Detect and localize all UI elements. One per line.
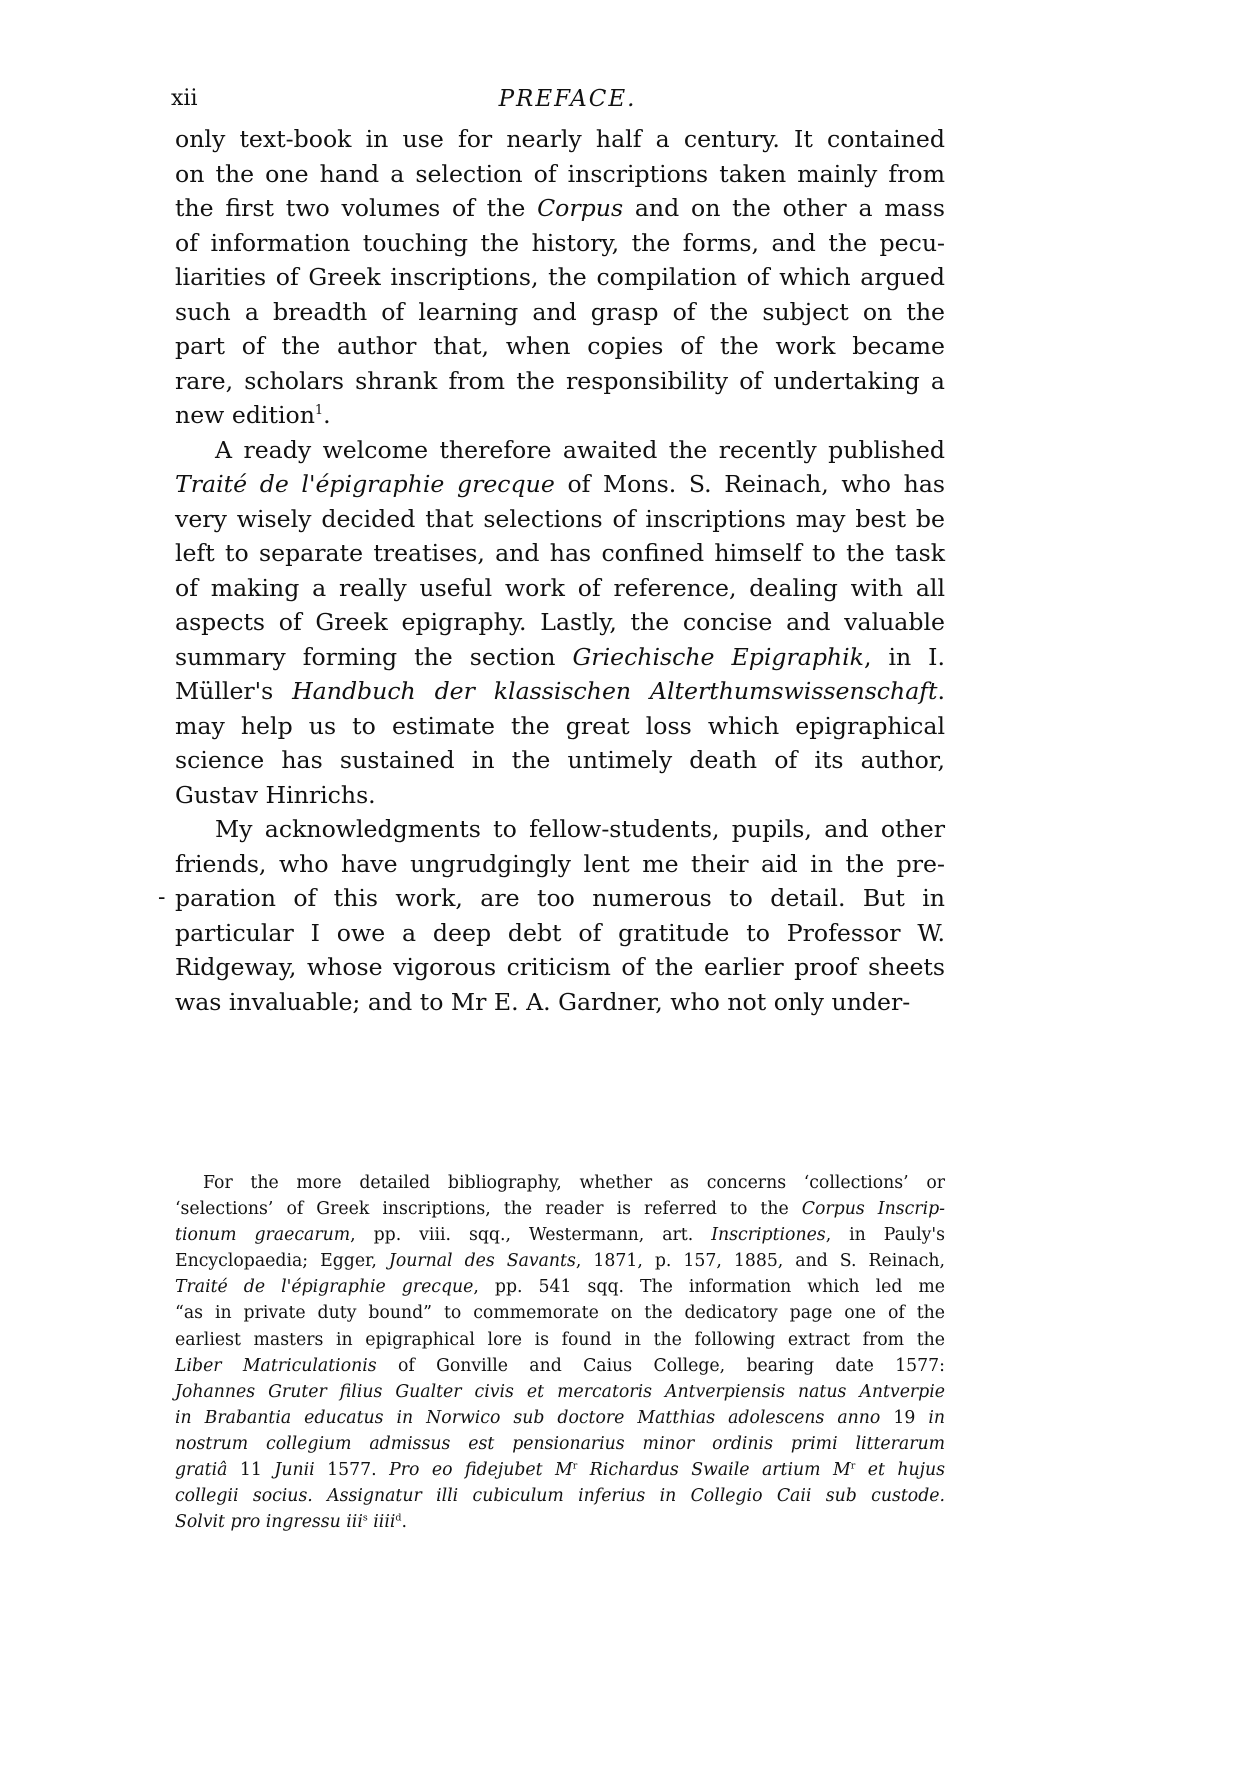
text-line: paration of this work, are too numerous to detail. But in	[175, 884, 945, 912]
footnote-line: in Brabantia educatus in Norwico sub doctore Matthias adolescens anno 19 in	[175, 1407, 945, 1428]
text-line: may help us to estimate the great loss which epigraphical	[175, 711, 945, 740]
footnote-line: Traité de l'épigraphie grecque, pp. 541 sqq. The information which led me	[175, 1277, 945, 1298]
footnote-line: tionum graecarum, pp. viii. sqq., Westermann, art. Inscriptiones, in Pauly's	[175, 1225, 945, 1246]
text-line: of making a really useful work of reference, dealing with all	[175, 573, 945, 602]
text-line: part of the author that, when copies of the work became	[175, 332, 945, 360]
text-line: science has sustained in the untimely death of its author,	[175, 746, 945, 774]
superscript: r	[850, 1460, 856, 1472]
superscript: d	[395, 1512, 402, 1524]
paragraph	[175, 812, 945, 1019]
superscript: s	[362, 1512, 368, 1524]
italic-text: collegii socius. Assignatur illi cubiculum inferius in Collegio Caii sub custode.	[175, 1486, 945, 1507]
text-line: Traité de l'épigraphie grecque of Mons. S. Reinach, who has	[175, 470, 945, 498]
text-line: liarities of Greek inscriptions, the compilation of which argued	[175, 263, 945, 291]
text-line: friends, who have ungrudgingly lent me their aid in the pre-	[175, 849, 945, 878]
text-line: new edition$^1$.	[175, 401, 331, 429]
text-line: Ridgeway, whose vigorous criticism of the earlier proof sheets	[175, 953, 945, 981]
text-line: was invaluable; and to Mr E. A. Gardner, who not only under-	[175, 987, 911, 1016]
footnote-line: earliest masters in epigraphical lore is found in the following extract from the	[175, 1329, 945, 1350]
footnote	[175, 1170, 945, 1535]
paragraph	[175, 122, 945, 433]
footnote-line	[175, 1431, 945, 1457]
italic-text: Inscriptiones	[711, 1225, 826, 1246]
footnote-line	[175, 1379, 945, 1405]
text-line: on the one hand a selection of inscriptions taken mainly from	[175, 159, 945, 188]
italic-text: Johannes Gruter filius Gualter civis et mercatoris Antverpiensis natus Antverpie	[175, 1381, 945, 1402]
italic-text: et hujus	[855, 1460, 946, 1481]
italic-text: Pro eo fidejubet M	[389, 1460, 573, 1481]
running-title: PREFACE.	[498, 86, 637, 112]
italic-text: in Brabantia educatus in Norwico sub doctore Matthias adolescens anno	[175, 1407, 881, 1428]
superscript: 1	[314, 402, 324, 418]
text-line: very wisely decided that selections of inscriptions may best be	[175, 504, 945, 533]
text-line: summary forming the section Griechische Epigraphik, in I.	[175, 642, 945, 671]
text-line: left to separate treatises, and has confined himself to the task	[175, 539, 945, 567]
italic-text: Traité de l'épigraphie grecque	[175, 470, 555, 498]
text-line: A ready welcome therefore awaited the recently published	[215, 435, 945, 464]
footnote-line: ‘selections’ of Greek inscriptions, the reader is referred to the Corpus Inscrip-	[175, 1199, 945, 1220]
italic-text: tionum graecarum	[175, 1225, 351, 1246]
margin-mark: -	[158, 885, 166, 910]
text-line: rare, scholars shrank from the responsibility of undertaking a	[175, 366, 945, 395]
text-line: such a breadth of learning and grasp of the subject on the	[175, 297, 945, 326]
footnote-line: For the more detailed bibliography, whether as concerns ‘collections’ or	[203, 1173, 945, 1193]
text-line: aspects of Greek epigraphy. Lastly, the concise and valuable	[175, 608, 945, 636]
italic-text: iiii	[367, 1512, 396, 1533]
italic-text: Liber Matriculationis	[175, 1355, 377, 1376]
footnote-line: “as in private duty bound” to commemorate on the dedicatory page one of the	[175, 1303, 945, 1324]
footnotes	[175, 1170, 945, 1535]
italic-text: Junii	[274, 1460, 315, 1481]
footnote-line	[175, 1483, 945, 1509]
main-text	[175, 122, 945, 1019]
italic-text: Solvit pro ingressu iii	[175, 1512, 363, 1533]
italic-text: Richardus Swaile artium M	[577, 1460, 851, 1481]
text-line: My acknowledgments to fellow-students, pupils, and other	[215, 815, 945, 843]
text-line: only text-book in use for nearly half a century. It contained	[175, 125, 945, 153]
footnote-line: Solvit pro ingressu iii$^s$ iiii$^d$.	[175, 1512, 407, 1533]
italic-text: Griechische Epigraphik	[572, 642, 864, 671]
italic-text: Corpus	[537, 194, 624, 222]
footnote-line: Encyclopaedia; Egger, Journal des Savants, 1871, p. 157, 1885, and S. Reinach,	[175, 1251, 945, 1272]
italic-text: gratiâ	[175, 1460, 228, 1481]
italic-text: Handbuch der klassischen Alterthumswissenschaft	[292, 677, 938, 705]
page-number: xii	[171, 86, 198, 111]
footnote-line: gratiâ 11 Junii 1577. Pro eo fidejubet $M^r$ Richardus Swaile artium $M^r$ et hujus	[175, 1460, 946, 1481]
running-head	[171, 86, 944, 122]
italic-text: Corpus Inscrip-	[801, 1199, 945, 1220]
paragraph	[175, 433, 945, 813]
footnote-line: Liber Matriculationis of Gonville and Caius College, bearing date 1577:	[175, 1355, 945, 1376]
text-line: of information touching the history, the forms, and the pecu-	[175, 228, 945, 257]
italic-text: Traité de l'épigraphie grecque	[175, 1277, 474, 1298]
superscript: r	[572, 1460, 578, 1472]
italic-text: in	[928, 1407, 945, 1428]
text-line: Müller's Handbuch der klassischen Alterthumswissenschaft.	[175, 677, 945, 705]
italic-text: nostrum collegium admissus est pensionarius minor ordinis primi litterarum	[175, 1433, 945, 1454]
text-line: Gustav Hinrichs.	[175, 780, 376, 809]
text-line: particular I owe a deep debt of gratitude to Professor W.	[175, 918, 945, 947]
text-line: the first two volumes of the Corpus and on the other a mass	[175, 194, 945, 222]
italic-text: Journal des Savants	[388, 1251, 576, 1272]
